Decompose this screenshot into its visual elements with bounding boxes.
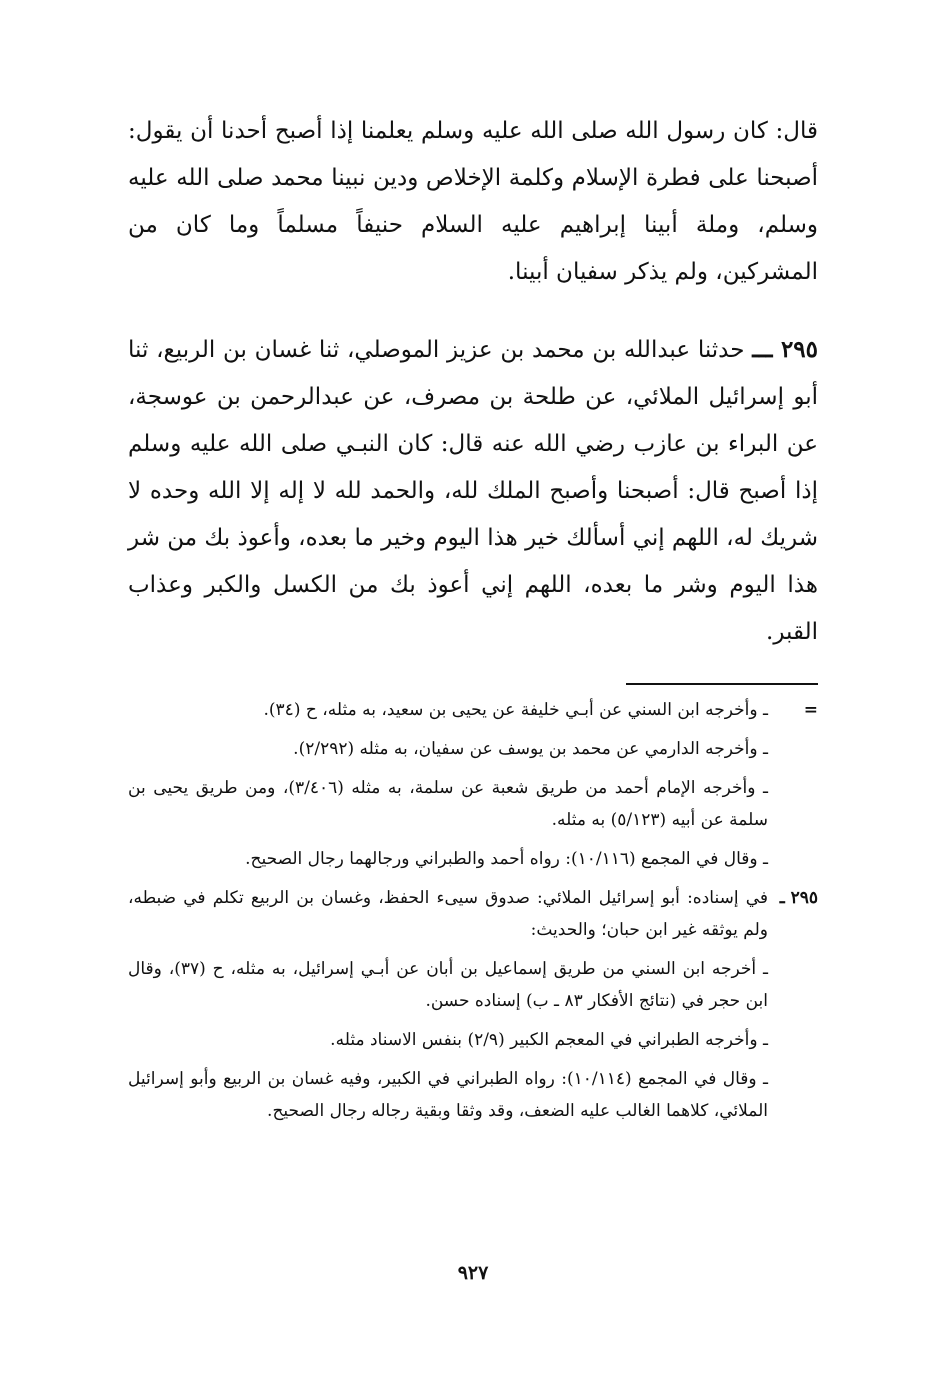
footnote-separator (626, 683, 818, 685)
footnote (128, 843, 818, 875)
footnote-text: في إسناده: أبو إسرائيل الملائي: صدوق سيىء الحفظ، وغسان بن الربيع تكلم في ضبطه، ولم يوثقه غير ابن حبان؛ والحديث: (128, 888, 768, 940)
footnote-text: ـ وقال في المجمع (١٠/١١٤): رواه الطبراني في الكبير، وفيه غسان بن الربيع وأبو إسرائيل الملائي، كلاهما الغالب عليه الضعف، وقد وثقا وبقية رجاله رجال الصحيح. (128, 1069, 768, 1121)
footnote (128, 694, 818, 726)
footnote-marker (768, 733, 818, 765)
footnote-marker (768, 843, 818, 875)
footnote-text: ـ وأخرجه الدارمي عن محمد بن يوسف عن سفيان، به مثله (٢/٢٩٢). (293, 739, 768, 759)
footnote (128, 733, 818, 765)
footnote-text: ـ وقال في المجمع (١٠/١١٦): رواه أحمد والطبراني ورجالهما رجال الصحيح. (245, 849, 768, 869)
paragraph-continuation: قال: كان رسول الله صلى الله عليه وسلم يعلمنا إذا أصبح أحدنا أن يقول: أصبحنا على فطرة الإسلام وكلمة الإخلاص ودين نبينا محمد صلى الله عليه وسلم، وملة أبينا إبراهيم عليه السلام حنيفاً مسلماً وما كان من المشركين، ولم يذكر سفيان أبينا. (128, 118, 818, 285)
hadith-text: حدثنا عبدالله بن محمد بن عزيز الموصلي، ثنا غسان بن الربيع، ثنا أبو إسرائيل الملائي، عن طلحة بن مصرف، عن عبدالرحمن بن عوسجة، عن البراء بن عازب رضي الله عنه قال: كان النبـي صلى الله عليه وسلم إذا أصبح قال: أصبحنا وأصبح الملك لله، والحمد لله لا إله إلا الله وحده لا شريك له، اللهم إني أسألك خير هذا اليوم وخير ما بعده، وأعوذ بك من شر هذا اليوم وشر ما بعده، اللهم إني أعوذ بك من الكسل والكبر وعذاب القبر. (128, 337, 818, 645)
footnote-marker (768, 772, 818, 836)
footnote-text: ـ وأخرجه الطبراني في المعجم الكبير (٢/٩) بنفس الاسناد مثله. (330, 1030, 768, 1050)
footnote (128, 882, 818, 946)
footnote-text: ـ وأخرجه الإمام أحمد من طريق شعبة عن سلمة، به مثله (٣/٤٠٦)، ومن طريق يحيى بن سلمة عن أبيه (٥/١٢٣) به مثله. (128, 778, 768, 830)
footnote-marker: = (803, 700, 818, 720)
footnote-text: ـ أخرجه ابن السني من طريق إسماعيل بن أبان عن أبـي إسرائيل، به مثله، ح (٣٧)، وقال ابن حجر في (نتائج الأفكار ٨٣ ـ ب) إسناده حسن. (128, 959, 769, 1011)
hadith-295 (128, 326, 818, 656)
hadith-number: ٢٩٥ ـــ (752, 336, 819, 363)
footnote (128, 953, 818, 1017)
page-number: ٩٢٧ (457, 1262, 489, 1284)
footnote-marker (768, 1063, 818, 1127)
footnotes (128, 694, 818, 1134)
footnote (128, 1024, 818, 1056)
footnote-text: ـ وأخرجه ابن السني عن أبـي خليفة عن يحيى بن سعيد، به مثله، ح (٣٤). (263, 700, 768, 720)
footnote (128, 772, 818, 836)
footnote (128, 1063, 818, 1127)
footnote-marker (768, 1024, 818, 1056)
footnote-marker (768, 953, 818, 1017)
footnote-marker: ٢٩٥ ـ (779, 888, 818, 908)
main-text (128, 108, 818, 656)
